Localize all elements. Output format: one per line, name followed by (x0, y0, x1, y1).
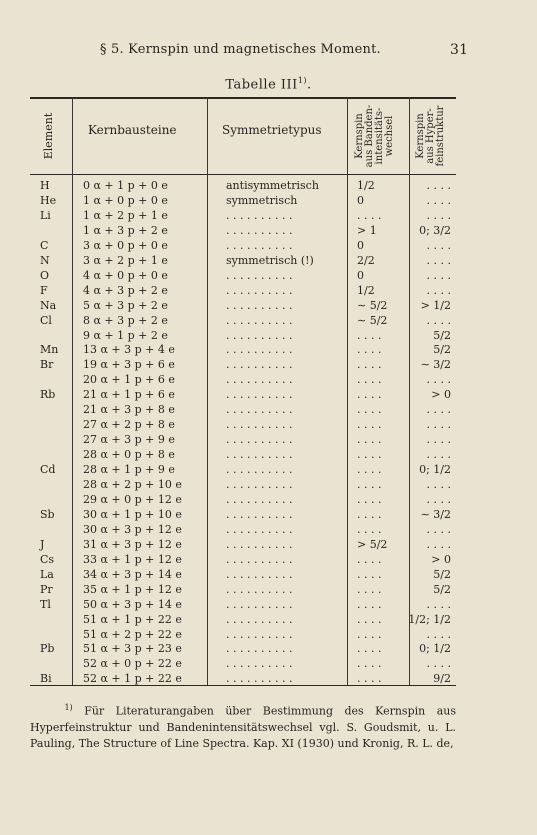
cell-kernspin-hyper: > 1/2 (420, 298, 451, 312)
cell-kernspin-banden: . . . . (357, 582, 382, 596)
cell-kernspin-banden: . . . . (357, 507, 382, 521)
cell-element: H (40, 179, 50, 192)
cell-kernbausteine: 28 α + 0 p + 8 e (83, 448, 175, 462)
cell-element: N (40, 253, 50, 267)
cell-element: Sb (40, 507, 55, 521)
cell-symmetrietypus: . . . . . . . . . . (226, 373, 293, 387)
cell-kernspin-hyper: ∼ 3/2 (420, 507, 451, 521)
cell-symmetrietypus: . . . . . . . . . . (226, 463, 293, 477)
cell-kernbausteine: 31 α + 3 p + 12 e (83, 537, 182, 551)
cell-element: Na (40, 298, 57, 312)
cell-kernspin-banden: . . . . (357, 552, 382, 566)
cell-kernspin-banden: 2/2 (357, 253, 375, 267)
cell-element: Rb (40, 388, 56, 402)
cell-kernspin-banden: . . . . (357, 567, 382, 581)
cell-kernspin-hyper: . . . . (426, 537, 451, 551)
cell-kernspin-hyper: . . . . (426, 373, 451, 387)
cell-kernspin-hyper: 9/2 (433, 672, 451, 686)
cell-kernbausteine: 51 α + 2 p + 22 e (83, 627, 182, 641)
nuclear-spin-table (30, 97, 456, 686)
cell-symmetrietypus: . . . . . . . . . . (226, 328, 293, 342)
cell-kernbausteine: 21 α + 1 p + 6 e (83, 388, 175, 402)
cell-kernspin-banden: . . . . (357, 612, 382, 626)
cell-kernbausteine: 28 α + 1 p + 9 e (83, 463, 175, 477)
cell-kernspin-hyper: 5/2 (433, 328, 451, 342)
cell-element: J (40, 537, 45, 551)
footnote-text: Für Literaturangaben über Bestimmung des Kernspin aus Hyperfeinstruktur und Bandenintensitätswechsel vgl. S. Goudsmit, u. L. Pauling, The Structure of Line Spectra. Kap. XI (1930) und Kronig, R. L. de, (30, 704, 456, 750)
cell-element: F (40, 283, 48, 297)
cell-kernspin-hyper: 0; 1/2 (419, 463, 451, 477)
cell-kernspin-hyper: . . . . (426, 492, 451, 506)
cell-kernbausteine: 21 α + 3 p + 8 e (83, 403, 175, 417)
cell-kernbausteine: 34 α + 3 p + 14 e (83, 567, 182, 581)
cell-kernbausteine: 29 α + 0 p + 12 e (83, 492, 182, 506)
cell-kernspin-hyper: . . . . (426, 597, 451, 611)
table-row (30, 432, 456, 447)
table-row (30, 178, 456, 193)
cell-symmetrietypus: . . . . . . . . . . (226, 283, 293, 297)
cell-symmetrietypus: . . . . . . . . . . (226, 448, 293, 462)
cell-kernspin-banden: 0 (357, 268, 364, 282)
cell-element: Br (40, 358, 54, 372)
table-row (30, 238, 456, 253)
cell-kernspin-banden: . . . . (357, 343, 382, 357)
table-row (30, 492, 456, 507)
cell-kernbausteine: 4 α + 0 p + 0 e (83, 268, 168, 282)
cell-kernspin-banden: ∼ 5/2 (357, 313, 388, 327)
cell-element: Pb (40, 642, 55, 656)
cell-symmetrietypus: . . . . . . . . . . (226, 582, 293, 596)
table-row (30, 582, 456, 597)
cell-symmetrietypus: . . . . . . . . . . (226, 358, 293, 372)
header-symmetrietypus: Symmetrietypus (222, 123, 322, 137)
page-number: 31 (450, 42, 469, 58)
cell-symmetrietypus: . . . . . . . . . . (226, 418, 293, 432)
cell-kernspin-hyper: 5/2 (433, 567, 451, 581)
cell-symmetrietypus: . . . . . . . . . . (226, 313, 293, 327)
cell-kernspin-hyper: 5/2 (433, 343, 451, 357)
table-row (30, 522, 456, 537)
cell-symmetrietypus: symmetrisch (!) (226, 253, 314, 267)
table-row (30, 641, 456, 656)
cell-element: Pr (40, 582, 53, 596)
cell-kernbausteine: 1 α + 3 p + 2 e (83, 223, 168, 237)
cell-kernspin-banden: > 1 (357, 223, 377, 237)
cell-kernbausteine: 52 α + 0 p + 22 e (83, 657, 182, 671)
cell-symmetrietypus: . . . . . . . . . . (226, 268, 293, 282)
header-bottom-rule (30, 174, 456, 175)
cell-symmetrietypus: . . . . . . . . . . (226, 522, 293, 536)
cell-element: C (40, 238, 49, 252)
caption-footnote-mark: 1) (297, 76, 308, 85)
cell-kernbausteine: 20 α + 1 p + 6 e (83, 373, 175, 387)
table-row (30, 342, 456, 357)
table-row (30, 298, 456, 313)
cell-element: Tl (40, 597, 51, 611)
table-row (30, 193, 456, 208)
cell-kernbausteine: 3 α + 0 p + 0 e (83, 238, 168, 252)
cell-symmetrietypus: . . . . . . . . . . (226, 298, 293, 312)
cell-kernbausteine: 13 α + 3 p + 4 e (83, 343, 175, 357)
table-row (30, 417, 456, 432)
cell-element: Cs (40, 552, 55, 566)
cell-kernspin-banden: . . . . (357, 448, 382, 462)
caption-text: Tabelle III (225, 77, 298, 93)
footnote (30, 700, 456, 752)
table-row (30, 372, 456, 387)
cell-kernspin-hyper: . . . . (426, 193, 451, 207)
cell-element: Cl (40, 313, 52, 327)
cell-kernbausteine: 50 α + 3 p + 14 e (83, 597, 182, 611)
cell-kernspin-hyper: . . . . (426, 253, 451, 267)
cell-symmetrietypus: . . . . . . . . . . (226, 223, 293, 237)
table-row (30, 357, 456, 372)
cell-symmetrietypus: . . . . . . . . . . (226, 433, 293, 447)
header-kernspin-banden: Kernspin aus Banden- intensitäts- wechsel (354, 104, 395, 168)
cell-kernspin-banden: . . . . (357, 492, 382, 506)
cell-kernspin-hyper: ∼ 3/2 (420, 358, 451, 372)
cell-kernspin-hyper: 5/2 (433, 582, 451, 596)
cell-symmetrietypus: . . . . . . . . . . (226, 238, 293, 252)
cell-element: Cd (40, 463, 56, 477)
cell-kernbausteine: 1 α + 2 p + 1 e (83, 208, 168, 222)
cell-kernspin-banden: . . . . (357, 522, 382, 536)
cell-kernbausteine: 33 α + 1 p + 12 e (83, 552, 182, 566)
table-row (30, 612, 456, 627)
cell-kernspin-hyper: > 0 (431, 388, 451, 402)
table-row (30, 597, 456, 612)
cell-kernbausteine: 4 α + 3 p + 2 e (83, 283, 168, 297)
cell-kernspin-banden: > 5/2 (357, 537, 388, 551)
cell-kernspin-banden: . . . . (357, 627, 382, 641)
cell-kernspin-hyper: 1/2; 1/2 (408, 612, 451, 626)
caption-tail: . (307, 77, 312, 93)
table-row (30, 208, 456, 223)
cell-kernspin-hyper: . . . . (426, 179, 451, 192)
cell-kernbausteine: 3 α + 2 p + 1 e (83, 253, 168, 267)
cell-kernspin-hyper: . . . . (426, 627, 451, 641)
cell-kernspin-hyper: . . . . (426, 522, 451, 536)
cell-kernspin-hyper: . . . . (426, 433, 451, 447)
cell-kernspin-hyper: . . . . (426, 268, 451, 282)
cell-element: Mn (40, 343, 59, 357)
table-caption (0, 76, 537, 92)
cell-kernspin-hyper: > 0 (431, 552, 451, 566)
footnote-mark: 1) (64, 703, 73, 712)
cell-symmetrietypus: . . . . . . . . . . (226, 537, 293, 551)
cell-kernspin-hyper: . . . . (426, 657, 451, 671)
table-row (30, 671, 456, 686)
table-row (30, 268, 456, 283)
cell-kernspin-hyper: 0; 3/2 (419, 223, 451, 237)
cell-kernbausteine: 30 α + 3 p + 12 e (83, 522, 182, 536)
cell-symmetrietypus: . . . . . . . . . . (226, 478, 293, 491)
cell-kernspin-banden: . . . . (357, 463, 382, 477)
cell-kernbausteine: 28 α + 2 p + 10 e (83, 478, 182, 491)
table-row (30, 447, 456, 462)
header-element: Element (42, 112, 55, 160)
cell-element: Bi (40, 672, 52, 686)
cell-symmetrietypus: . . . . . . . . . . (226, 388, 293, 402)
cell-kernspin-banden: 1/2 (357, 283, 375, 297)
cell-kernspin-hyper: 0; 1/2 (419, 642, 451, 656)
cell-kernspin-hyper: . . . . (426, 448, 451, 462)
cell-symmetrietypus: . . . . . . . . . . (226, 507, 293, 521)
table-row (30, 328, 456, 343)
cell-kernspin-banden: 1/2 (357, 179, 375, 192)
cell-kernspin-banden: . . . . (357, 403, 382, 417)
cell-kernspin-banden: 0 (357, 238, 364, 252)
table-row (30, 567, 456, 582)
cell-element: He (40, 193, 57, 207)
cell-kernspin-banden: . . . . (357, 373, 382, 387)
cell-kernspin-hyper: . . . . (426, 238, 451, 252)
cell-symmetrietypus: . . . . . . . . . . (226, 208, 293, 222)
cell-symmetrietypus: antisymmetrisch (226, 179, 319, 192)
cell-element: La (40, 567, 54, 581)
table-row (30, 537, 456, 552)
cell-kernspin-hyper: . . . . (426, 478, 451, 491)
cell-kernspin-banden: 0 (357, 193, 364, 207)
cell-kernbausteine: 27 α + 3 p + 9 e (83, 433, 175, 447)
table-row (30, 253, 456, 268)
cell-symmetrietypus: . . . . . . . . . . (226, 492, 293, 506)
cell-kernspin-banden: . . . . (357, 418, 382, 432)
cell-kernspin-banden: . . . . (357, 328, 382, 342)
cell-kernbausteine: 8 α + 3 p + 2 e (83, 313, 168, 327)
table-row (30, 387, 456, 402)
cell-kernbausteine: 1 α + 0 p + 0 e (83, 193, 168, 207)
cell-kernbausteine: 0 α + 1 p + 0 e (83, 179, 168, 192)
table-row (30, 223, 456, 238)
cell-kernspin-banden: . . . . (357, 388, 382, 402)
table-row (30, 627, 456, 642)
cell-kernspin-banden: . . . . (357, 642, 382, 656)
cell-kernspin-banden: . . . . (357, 433, 382, 447)
cell-kernspin-banden: . . . . (357, 657, 382, 671)
cell-kernbausteine: 52 α + 1 p + 22 e (83, 672, 182, 686)
table-row (30, 477, 456, 492)
cell-kernbausteine: 51 α + 1 p + 22 e (83, 612, 182, 626)
cell-symmetrietypus: . . . . . . . . . . (226, 567, 293, 581)
running-head: § 5. Kernspin und magnetisches Moment. (100, 42, 381, 57)
cell-symmetrietypus: . . . . . . . . . . (226, 552, 293, 566)
cell-symmetrietypus: . . . . . . . . . . (226, 343, 293, 357)
table-row (30, 402, 456, 417)
cell-kernspin-hyper: . . . . (426, 283, 451, 297)
cell-kernbausteine: 9 α + 1 p + 2 e (83, 328, 168, 342)
cell-kernbausteine: 35 α + 1 p + 12 e (83, 582, 182, 596)
table-row (30, 552, 456, 567)
cell-element: O (40, 268, 50, 282)
cell-symmetrietypus: . . . . . . . . . . (226, 597, 293, 611)
cell-kernbausteine: 51 α + 3 p + 23 e (83, 642, 182, 656)
cell-kernspin-hyper: . . . . (426, 313, 451, 327)
table-row (30, 507, 456, 522)
cell-symmetrietypus: . . . . . . . . . . (226, 612, 293, 626)
cell-symmetrietypus: . . . . . . . . . . (226, 672, 293, 686)
cell-kernspin-hyper: . . . . (426, 418, 451, 432)
cell-kernspin-banden: ∼ 5/2 (357, 298, 388, 312)
cell-symmetrietypus: . . . . . . . . . . (226, 627, 293, 641)
table-row (30, 283, 456, 298)
cell-kernspin-banden: . . . . (357, 478, 382, 491)
table-row (30, 313, 456, 328)
table-row (30, 462, 456, 477)
cell-symmetrietypus: . . . . . . . . . . (226, 403, 293, 417)
cell-symmetrietypus: symmetrisch (226, 193, 298, 207)
cell-kernspin-banden: . . . . (357, 672, 382, 686)
header-kernbausteine: Kernbausteine (88, 123, 177, 137)
cell-kernbausteine: 5 α + 3 p + 2 e (83, 298, 168, 312)
cell-element: Li (40, 208, 51, 222)
header-kernspin-hyper: Kernspin aus Hyper- feinstruktur (415, 105, 446, 167)
cell-kernspin-hyper: . . . . (426, 403, 451, 417)
cell-kernspin-banden: . . . . (357, 358, 382, 372)
cell-kernbausteine: 19 α + 3 p + 6 e (83, 358, 175, 372)
table-row (30, 656, 456, 671)
cell-symmetrietypus: . . . . . . . . . . (226, 657, 293, 671)
cell-kernbausteine: 30 α + 1 p + 10 e (83, 507, 182, 521)
cell-kernspin-hyper: . . . . (426, 208, 451, 222)
cell-kernbausteine: 27 α + 2 p + 8 e (83, 418, 175, 432)
cell-symmetrietypus: . . . . . . . . . . (226, 642, 293, 656)
cell-kernspin-banden: . . . . (357, 597, 382, 611)
cell-kernspin-banden: . . . . (357, 208, 382, 222)
